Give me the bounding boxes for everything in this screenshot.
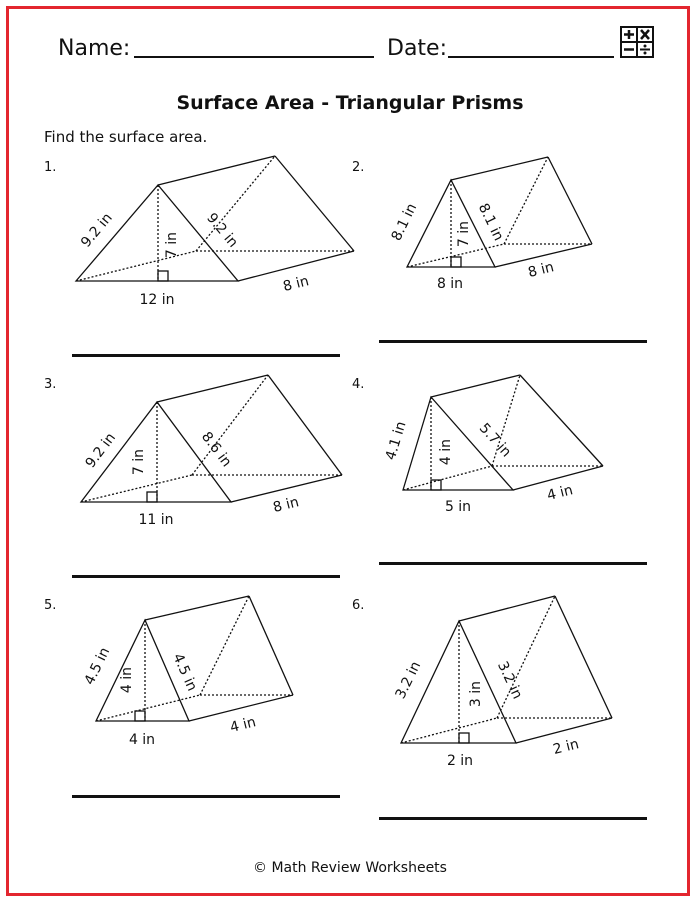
date-label: Date: <box>387 36 447 61</box>
p2-side-left-label: 8.1 in <box>388 200 421 244</box>
answer-line-1[interactable] <box>72 354 340 357</box>
p5-height-label: 4 in <box>119 666 135 694</box>
prism-2 <box>407 157 592 267</box>
p4-side-left-label: 4.1 in <box>382 419 410 463</box>
p4-side-right-label: 5.7 in <box>475 420 515 461</box>
prism-5 <box>96 596 293 721</box>
problem-number-4: 4. <box>352 377 365 392</box>
p2-side-right-label: 8.1 in <box>474 200 507 244</box>
answer-line-2[interactable] <box>379 340 647 343</box>
p1-height-label: 7 in <box>164 231 180 259</box>
p5-side-right-label: 4.5 in <box>169 651 200 694</box>
p3-side-right-label: 8.6 in <box>197 429 235 471</box>
p6-side-left-label: 3.2 in <box>392 658 425 702</box>
instructions: Find the surface area. <box>44 128 208 146</box>
p1-length-label: 8 in <box>281 273 311 296</box>
answer-line-3[interactable] <box>72 575 340 578</box>
worksheet-title: Surface Area - Triangular Prisms <box>176 92 524 114</box>
p6-height-label: 3 in <box>468 680 484 708</box>
p5-side-left-label: 4.5 in <box>81 644 114 688</box>
p5-length-label: 4 in <box>228 714 258 737</box>
problem-number-6: 6. <box>352 598 365 613</box>
p2-height-label: 7 in <box>456 220 472 248</box>
copyright-footer: © Math Review Worksheets <box>253 860 447 876</box>
p5-base-label: 4 in <box>128 732 156 748</box>
problem-number-2: 2. <box>352 160 365 175</box>
p4-length-label: 4 in <box>545 482 575 505</box>
p4-base-label: 5 in <box>444 499 472 515</box>
p6-base-label: 2 in <box>446 753 474 769</box>
p2-base-label: 8 in <box>436 276 464 292</box>
p3-length-label: 8 in <box>271 494 301 517</box>
prism-4 <box>403 375 603 490</box>
p1-side-left-label: 9.2 in <box>78 210 116 251</box>
p3-height-label: 7 in <box>131 448 147 476</box>
answer-line-6[interactable] <box>379 817 647 820</box>
p1-side-right-label: 9.2 in <box>203 210 241 251</box>
problem-number-3: 3. <box>44 377 57 392</box>
answer-line-4[interactable] <box>379 562 647 565</box>
p3-base-label: 11 in <box>138 512 174 528</box>
p6-length-label: 2 in <box>551 736 581 759</box>
p6-side-right-label: 3.2 in <box>494 659 526 702</box>
p2-length-label: 8 in <box>526 259 556 282</box>
answer-line-5[interactable] <box>72 795 340 798</box>
p1-base-label: 12 in <box>139 292 175 308</box>
name-label: Name: <box>58 36 131 61</box>
problem-number-5: 5. <box>44 598 57 613</box>
p4-height-label: 4 in <box>438 438 454 466</box>
problem-number-1: 1. <box>44 160 57 175</box>
p3-side-left-label: 9.2 in <box>82 430 120 472</box>
